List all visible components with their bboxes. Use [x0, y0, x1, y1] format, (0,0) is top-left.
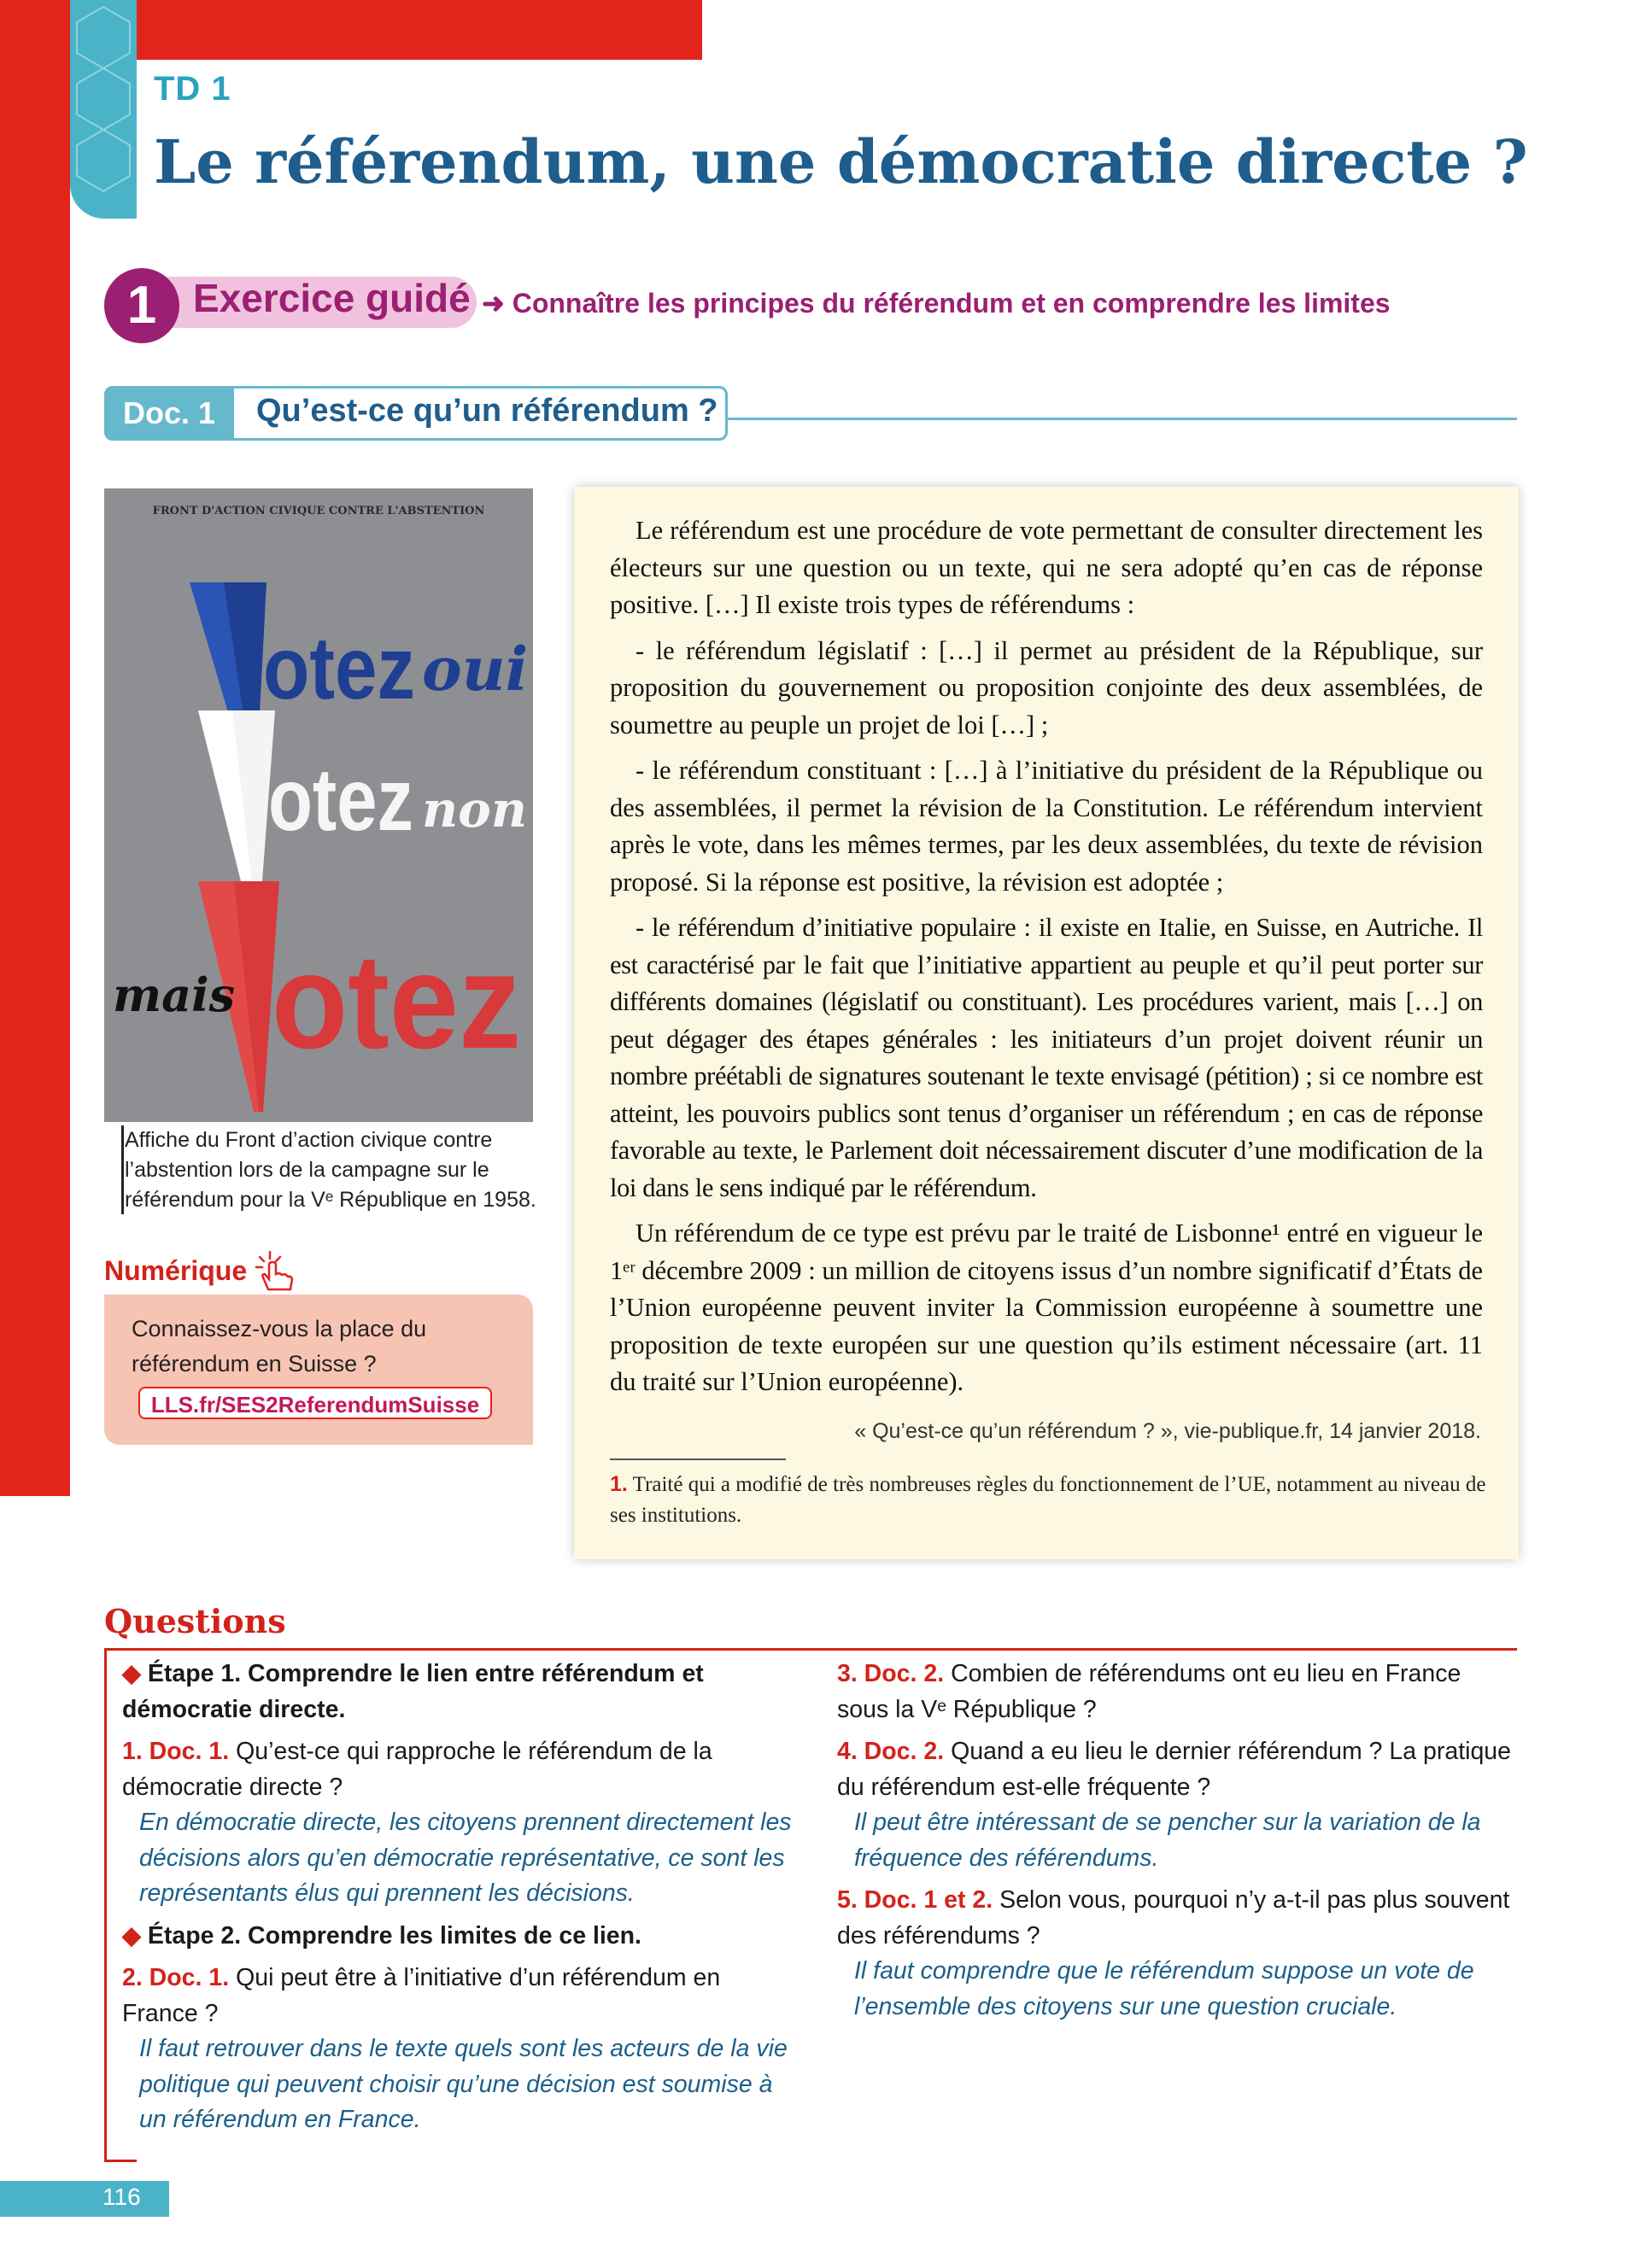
teal-hex-tab — [70, 0, 137, 219]
question-5-text: Selon vous, pourquoi n’y a-t-il pas plus souvent des référendums ? — [837, 1886, 1510, 1949]
questions-right-column — [837, 1657, 1512, 2031]
poster-line2-big: otez — [268, 751, 413, 850]
numerique-text: Connaissez-vous la place du référendum en Suisse ? — [132, 1316, 427, 1377]
question-3-text: Combien de référendums ont eu lieu en France sous la Vᵉ République ? — [837, 1660, 1461, 1723]
question-4-ref: 4. Doc. 2. — [837, 1738, 945, 1765]
exercise-label: Exercice guidé — [193, 276, 471, 320]
step-1 — [122, 1657, 797, 1727]
question-2-ref: 2. Doc. 1. — [122, 1964, 230, 1991]
numerique-link[interactable]: LLS.fr/SES2ReferendumSuisse — [138, 1387, 492, 1419]
question-2-text: Qui peut être à l’initiative d’un référendum en France ? — [122, 1964, 721, 2027]
questions-title: Questions — [104, 1602, 286, 1640]
footnote — [610, 1469, 1498, 1531]
page-number-band — [0, 2181, 169, 2217]
poster-line2-script: non — [422, 780, 528, 839]
diamond-icon: ◆ — [122, 1660, 148, 1687]
poster-line3-big: otez — [272, 926, 521, 1077]
caption-bar — [121, 1125, 124, 1214]
question-1 — [122, 1734, 797, 1912]
red-top-band — [70, 0, 702, 60]
poster-line1-big: otez — [263, 619, 415, 718]
poster-line1-script: oui — [422, 634, 529, 704]
answer-2: Il faut retrouver dans le texte quels sont les acteurs de la vie politique qui peuvent choisir qu’une décision est soumise à un référendum en France. — [139, 2035, 788, 2133]
poster-image — [104, 488, 533, 1122]
question-2 — [122, 1961, 797, 2138]
questions-rule — [104, 1648, 1517, 1651]
footnote-number: 1. — [610, 1472, 628, 1496]
document-source: « Qu’est-ce qu’un référendum ? », vie-publique.fr, 14 janvier 2018. — [854, 1419, 1481, 1443]
poster-line3-script: mais — [113, 967, 236, 1022]
question-4-text: Quand a eu lieu le dernier référendum ? La pratique du référendum est-elle fréquente ? — [837, 1738, 1511, 1801]
question-5 — [837, 1883, 1512, 2025]
question-3-ref: 3. Doc. 2. — [837, 1660, 945, 1687]
text-paragraph: Le référendum est une procédure de vote permettant de consulter directement les électeurs sur une question ou un texte, qui ne sera adopté qu’en cas de réponse positive. […] Il existe trois types de référendums : — [610, 516, 1483, 619]
step-2-text: Étape 2. Comprendre les limites de ce lien. — [147, 1921, 641, 1949]
pointer-click-icon — [251, 1248, 302, 1297]
doc-number: Doc. 1 — [104, 386, 234, 441]
answer-1: En démocratie directe, les citoyens prennent directement les décisions alors qu’en démocratie représentative, ce sont les représentants élus qui prennent les décisions. — [139, 1809, 792, 1907]
page-title: Le référendum, une démocratie directe ? — [154, 126, 1528, 197]
step-1-text: Étape 1. Comprendre le lien entre référendum et démocratie directe. — [122, 1660, 704, 1723]
question-5-ref: 5. Doc. 1 et 2. — [837, 1886, 993, 1914]
text-paragraph: Un référendum de ce type est prévu par le traité de Lisbonne¹ entré en vigueur le 1ᵉʳ décembre 2009 : un million de citoyens issus d’un nombre significatif d’États de l’Union européenne peuvent inviter la Commission européenne à soumettre une proposition de texte européen sur une question qu’ils estiment nécessaire (art. 11 du traité sur l’Union européenne). — [610, 1219, 1483, 1396]
diamond-icon: ◆ — [122, 1921, 148, 1949]
question-1-ref: 1. Doc. 1. — [122, 1738, 230, 1765]
questions-left-column — [122, 1657, 797, 2145]
numerique-title: Numérique — [104, 1255, 248, 1286]
doc-header-rule — [728, 418, 1517, 420]
step-2 — [122, 1919, 797, 1955]
text-paragraph: - le référendum législatif : […] il permet au président de la République, sur proposition du gouvernement ou proposition conjointe des deux assemblées, de soumettre au peuple un projet de loi […] ; — [610, 635, 1483, 739]
text-paragraph: - le référendum d’initiative populaire : il existe en Italie, en Suisse, en Autriche. Il est caractérisé par le fait que l’initiative appartient au peuple et qu’il peut porter sur différents domaines (législatif ou constituant). Les procédures varient, mais […] on peut dégager des étapes générales : les initiateurs d’un projet doivent réunir un nombre préétabli de signatures soutenant le texte envisagé (pétition) ; si ce nombre est atteint, les pouvoirs publics sont tenus d’organiser un référendum ; en cas de réponse favorable au texte, le Parlement doit nécessairement discuter d’une modification de la loi dans le sens indiqué par le référendum. — [610, 913, 1483, 1202]
questions-left-bar-foot — [104, 2160, 137, 2162]
questions-left-bar — [104, 1648, 107, 2162]
question-4 — [837, 1734, 1512, 1876]
question-1-text: Qu’est-ce qui rapproche le référendum de la démocratie directe ? — [122, 1738, 712, 1801]
text-paragraph: - le référendum constituant : […] à l’initiative du président de la République ou des assemblées, il permet la révision de la Constitution. Le référendum intervient après le vote, dans les mêmes termes, par les deux assemblées, du texte de révision proposé. Si la réponse est positive, la révision est adoptée ; — [610, 756, 1483, 897]
doc-title: Qu’est-ce qu’un référendum ? — [256, 393, 718, 429]
td-label: TD 1 — [154, 70, 231, 108]
exercise-number: 1 — [104, 268, 179, 343]
poster-caption: Affiche du Front d’action civique contre l’abstention lors de la campagne sur le référendum pour la Vᵉ République en 1958. — [125, 1128, 536, 1212]
question-3 — [837, 1657, 1512, 1727]
red-side-band — [0, 0, 70, 1496]
poster-top-text: FRONT D'ACTION CIVIQUE CONTRE L'ABSTENTION — [152, 505, 485, 517]
page-number: 116 — [102, 2183, 141, 2210]
exercise-subtitle: ➜ Connaître les principes du référendum et en comprendre les limites — [482, 288, 1391, 319]
document-text — [610, 512, 1483, 1410]
footnote-rule — [610, 1458, 786, 1460]
answer-4: Il peut être intéressant de se pencher sur la variation de la fréquence des référendums. — [854, 1809, 1481, 1872]
answer-5: Il faut comprendre que le référendum suppose un vote de l’ensemble des citoyens sur une question cruciale. — [854, 1957, 1474, 2020]
footnote-text: Traité qui a modifié de très nombreuses règles du fonctionnement de l’UE, notamment au niveau de ses institutions. — [610, 1473, 1486, 1527]
